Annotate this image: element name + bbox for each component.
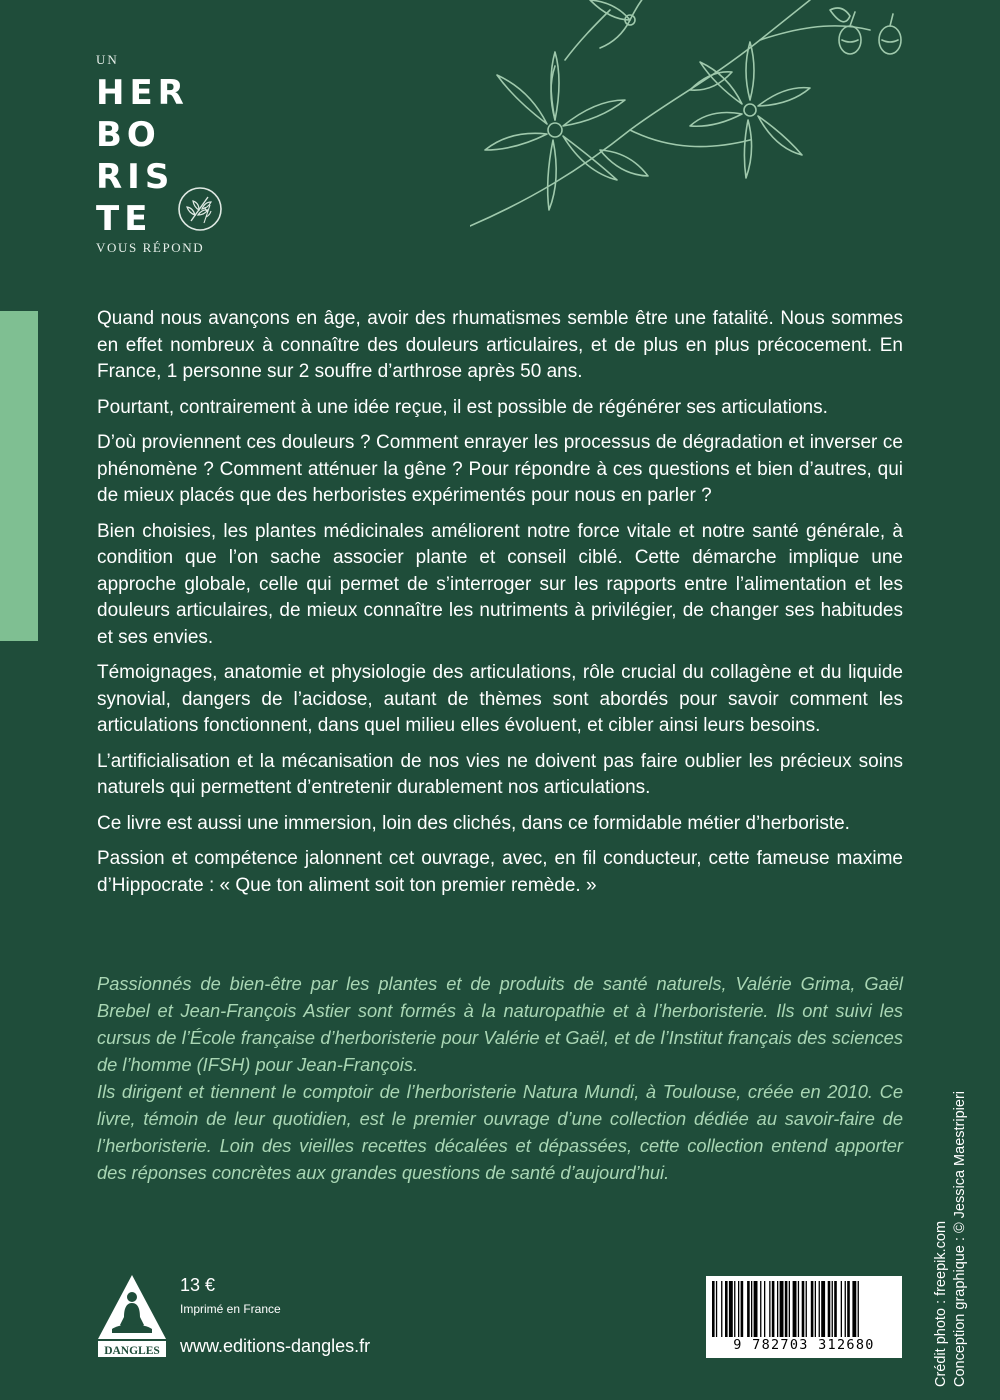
barcode-bar	[777, 1281, 778, 1337]
accent-side-bar	[0, 311, 38, 641]
barcode-bar	[819, 1281, 820, 1337]
barcode-bar	[738, 1281, 739, 1337]
description-paragraph: Quand nous avançons en âge, avoir des rhumatismes semble être une fatalité. Nous sommes en effet nombreux à connaître des douleurs articulaires, et de plus en plus précocement. En France, 1 personne sur 2 souffre d’arthrose après 50 ans.	[97, 308, 903, 382]
barcode-bar	[754, 1281, 758, 1337]
barcode-bar	[721, 1281, 722, 1337]
description-paragraph: Passion et compétence jalonnent cet ouvrage, avec, en fil conducteur, cette fameuse maxime d’Hippocrate : « Que ton aliment soit ton premier remède. »	[97, 848, 903, 896]
barcode-bar	[798, 1281, 799, 1337]
series-logo	[96, 50, 236, 260]
barcode-bar	[793, 1281, 797, 1337]
barcode-digits: 9 782703 312680	[733, 1337, 875, 1353]
barcode-bar	[845, 1281, 846, 1337]
barcode-bar	[828, 1281, 831, 1337]
series-prefix: UN	[96, 52, 119, 67]
series-title-line-4: TE	[96, 199, 153, 239]
barcode-bar	[712, 1281, 715, 1337]
series-title-line-1: HER	[96, 73, 189, 113]
barcode-bars	[712, 1281, 896, 1337]
barcode-bar	[734, 1281, 735, 1337]
series-title-line-3: RIS	[96, 157, 175, 197]
barcode-bar	[802, 1281, 805, 1337]
barcode-bar	[834, 1281, 837, 1337]
barcode-bar	[716, 1281, 717, 1337]
barcode-bar	[780, 1281, 784, 1337]
barcode-bar	[760, 1281, 761, 1337]
photo-credit: Crédit photo : freepik.com	[933, 1220, 949, 1387]
barcode-bar	[841, 1281, 842, 1337]
publisher-logo-text: DANGLES	[104, 1345, 160, 1357]
description-paragraph: Pourtant, contrairement à une idée reçue, il est possible de régénérer ses articulations.	[97, 396, 828, 418]
bio-paragraph: Ils dirigent et tiennent le comptoir de l’herboristerie Natura Mundi, à Toulouse, créée en 2010. Ce livre, témoin de leur quotidien, est le premier ouvrage d’une collection dédiée au savoir-faire de l’herboristerie. Loin des vieilles recettes décalées et dépassées, cette collection entend apporter des réponses concrètes aux grandes questions de santé d’aujourd’hui.	[97, 1081, 903, 1183]
description-paragraph: L’artificialisation et la mécanisation de nos vies ne doivent pas faire oublier les précieux soins naturels qui permettent d’entretenir durablement nos articulations.	[97, 750, 903, 798]
description-paragraph: D’où proviennent ces douleurs ? Comment enrayer les processus de dégradation et inverser ce phénomène ? Comment atténuer la gêne ? Pour répondre à ces questions et bien d’autres, qui de mieux placés que des herboristes expérimentés pour nous en parler ?	[97, 432, 903, 506]
description-paragraph: Ce livre est aussi une immersion, loin des clichés, dans ce formidable métier d’herboriste.	[97, 812, 850, 834]
description-paragraph: Bien choisies, les plantes médicinales améliorent notre force vitale et notre santé générale, à condition que l’on sache associer plante et conseil ciblé. Cette démarche implique une approche globale, celle qui permet de s’interroger sur les rapports entre l’alimentation et les douleurs articulaires, de mieux connaître les nutriments à privilégier, de changer ses habitudes et ses envies.	[97, 520, 903, 648]
barcode-bar	[811, 1281, 814, 1337]
design-credit: Conception graphique : © Jessica Maestripieri	[952, 1091, 968, 1387]
barcode-bar	[821, 1281, 825, 1337]
barcode-bar	[852, 1281, 856, 1337]
barcode-bar	[725, 1281, 728, 1337]
credits	[932, 987, 970, 1387]
herb-emblem-icon	[176, 185, 224, 233]
series-suffix: VOUS RÉPOND	[96, 240, 205, 255]
barcode-bar	[729, 1281, 733, 1337]
barcode-bar	[785, 1281, 788, 1337]
barcode-bar	[858, 1281, 859, 1337]
bio-paragraph: Passionnés de bien-être par les plantes et de produits de santé naturels, Valérie Grima, Gaël Brebel et Jean-François Astier sont formés à la naturopathie et à l’herboristerie. Ils ont suivi les cursus de l’École française d’herboristerie pour Valérie et Gaël, et de l’Institut français des sciences de l’homme (IFSH) pour Jean-François.	[97, 973, 903, 1075]
barcode-bar	[847, 1281, 850, 1337]
publisher-logo	[96, 1273, 168, 1359]
barcode-bar	[772, 1281, 775, 1337]
barcode-bar	[764, 1281, 765, 1337]
price: 13 €	[180, 1275, 216, 1295]
isbn-barcode	[706, 1276, 902, 1358]
description-text	[97, 306, 903, 908]
description-paragraph: Témoignages, anatomie et physiologie des articulations, rôle crucial du collagène et du liquide synovial, dangers de l’acidose, autant de thèmes sont abordés pour savoir comment les articulations fonctionnent, dans quel milieu elles évoluent, et cibler ainsi leurs besoins.	[97, 662, 903, 736]
barcode-bar	[741, 1281, 744, 1337]
publisher-website: www.editions-dangles.fr	[180, 1336, 371, 1356]
barcode-bar	[832, 1281, 833, 1337]
barcode-bar	[769, 1281, 770, 1337]
printed-in: Imprimé en France	[180, 1302, 281, 1316]
barcode-bar	[806, 1281, 807, 1337]
authors-bio	[97, 970, 903, 1186]
barcode-bar	[789, 1281, 790, 1337]
series-title-line-2: BO	[96, 115, 161, 155]
barcode-bar	[751, 1281, 752, 1337]
flower-line-art-icon	[470, 0, 940, 270]
barcode-bar	[747, 1281, 750, 1337]
barcode-bar	[815, 1281, 816, 1337]
